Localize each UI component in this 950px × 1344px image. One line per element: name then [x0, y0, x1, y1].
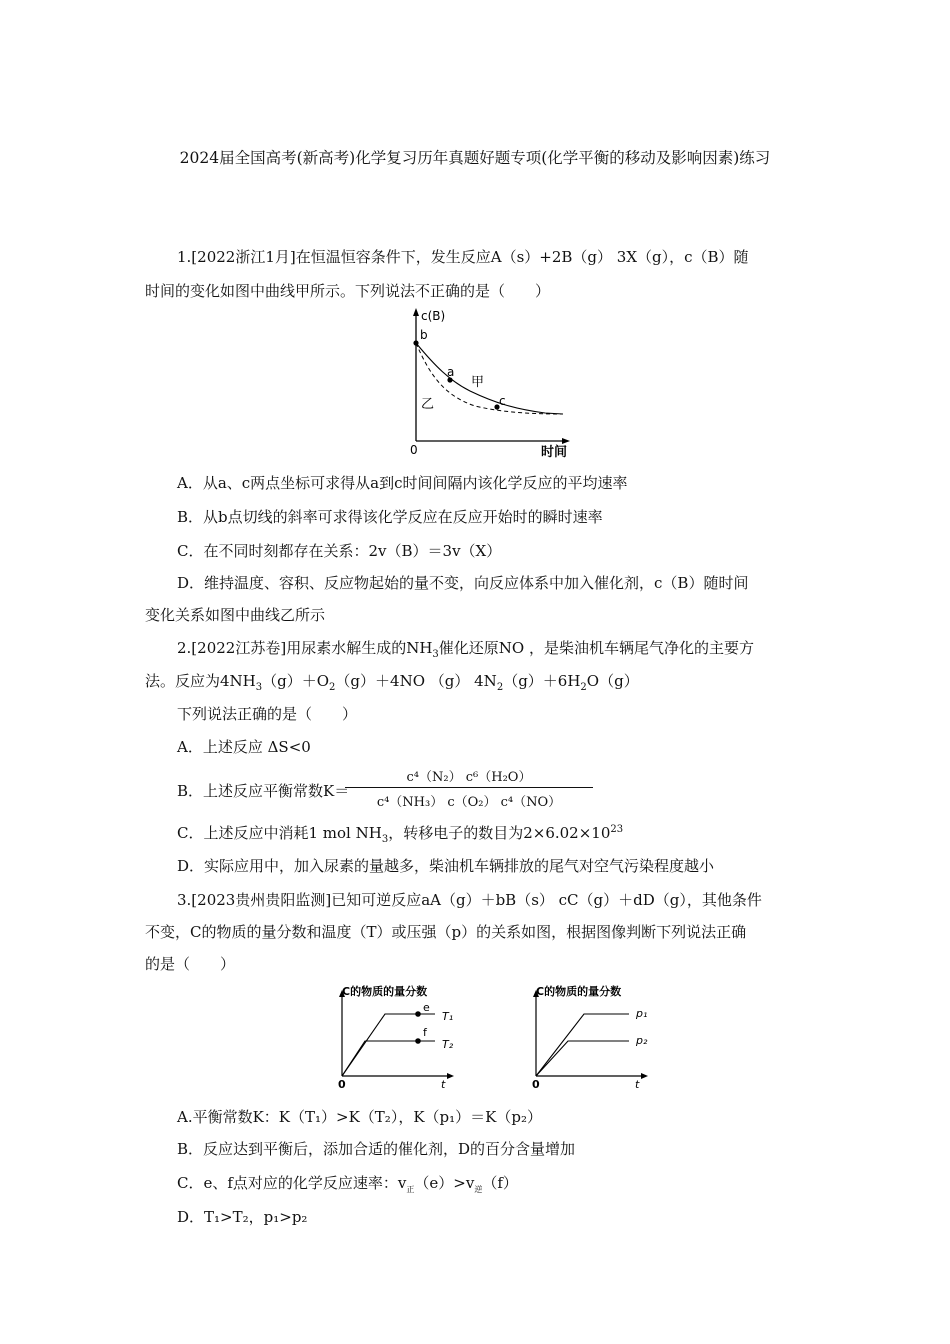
q1-option-a: A．从a、c两点坐标可求得从a到c时间间隔内该化学反应的平均速率 [177, 474, 628, 492]
q2-fraction-numerator: c⁴（N₂） c⁶（H₂O） [406, 770, 532, 785]
q3l-curve-t2 [342, 1041, 435, 1076]
q1-origin: 0 [410, 443, 418, 457]
q3l-curve-t1 [342, 1014, 435, 1076]
q2-fraction-denominator: c⁴（NH₃） c（O₂） c⁴（NO） [376, 795, 562, 810]
q1-option-d-line1: D．维持温度、容积、反应物起始的量不变，向反应体系中加入催化剂，c（B）随时间 [177, 574, 749, 592]
q2-option-c: C．上述反应中消耗1 mol $NH_3$，转移电子的数目为$2\times 6.02\times 10^{23}$ [177, 824, 624, 845]
q1-x-arrow [562, 438, 570, 444]
q1-label-c: c [499, 394, 506, 408]
q1-option-c: C．在不同时刻都存在关系：2v（B）＝3v（X） [177, 542, 502, 560]
q1-y-arrow [413, 308, 419, 316]
q1-option-d-line2: 变化关系如图中曲线乙所示 [145, 606, 326, 624]
q1-xlabel: 时间 [541, 445, 568, 460]
q1-stem-line1: 1.[2022浙江1月]在恒温恒容条件下，发生反应A（s）+2B（g） 3X（g），c（B）随 [177, 248, 749, 266]
q1-stem-line2: 时间的变化如图中曲线甲所示。下列说法不正确的是（ ） [145, 282, 551, 300]
q3-stem-line2: 不变，C的物质的量分数和温度（T）或压强（p）的关系如图，根据图像判断下列说法正确 [145, 923, 747, 941]
q3-stem-line3: 的是（ ） [145, 955, 236, 973]
q2-stem-line2: 法。反应为$4NH_3(g)+O_2(g)+4NO$ （g） $4N_2(g)+6H_2O(g)$ [145, 672, 639, 693]
q1-label-jia: 甲 [471, 375, 485, 390]
q1-label-b: b [420, 328, 428, 342]
q1-label-a: a [447, 365, 455, 379]
q3-option-d: D．T₁>T₂，p₁>p₂ [177, 1208, 308, 1226]
q3-stem-line1: 3.[2023贵州贵阳监测]已知可逆反应aA（g）＋bB（s） cC（g）＋dD（g），其他条件 [177, 891, 762, 909]
q3-figure-temperature [330, 984, 470, 1092]
q2-option-b-prefix: B．上述反应平衡常数K＝ [177, 782, 350, 800]
page-title: 2024届全国高考(新高考)化学复习历年真题好题专项(化学平衡的移动及影响因素)练习 [179, 149, 771, 167]
q3-figure-pressure [524, 984, 664, 1092]
q3-option-c: C．e、f点对应的化学反应速率：$v_正(e)>v_逆(f)$ [177, 1174, 518, 1194]
q3r-curve-p1 [536, 1014, 629, 1076]
q3r-ylabel: C的物质的量分数 [536, 985, 622, 998]
q1-option-b: B．从b点切线的斜率可求得该化学反应在反应开始时的瞬时速率 [177, 508, 603, 526]
q3-option-a: A.平衡常数K：K（T₁）>K（T₂），K（p₁）＝K（p₂） [177, 1108, 542, 1126]
q3-option-b: B．反应达到平衡后，添加合适的催化剂，D的百分含量增加 [177, 1140, 576, 1158]
q3r-origin: 0 [532, 1078, 540, 1091]
q2-stem-line1: 2.[2022江苏卷]用尿素水解生成的$NH_3$催化还原NO ，是柴油机车辆尾气净化的主要方 [177, 639, 754, 660]
q3r-x-arrow [641, 1073, 648, 1079]
q3l-origin: 0 [338, 1078, 346, 1091]
q2-fraction-bar [345, 787, 593, 788]
q3l-point-f [415, 1038, 421, 1044]
q3l-xlabel: t [441, 1078, 446, 1091]
q3r-label-p2: p₂ [636, 1034, 648, 1047]
q3r-xlabel: t [635, 1078, 640, 1091]
q1-curve-yi [416, 343, 563, 414]
q1-ylabel: c(B) [421, 309, 446, 323]
q3l-label-f: f [423, 1026, 427, 1039]
q3l-x-arrow [447, 1073, 454, 1079]
q1-point-b [413, 340, 418, 345]
q1-curve-jia [416, 343, 563, 414]
q1-figure [395, 306, 580, 461]
q3l-point-e [415, 1011, 421, 1017]
q3l-label-e: e [423, 1001, 430, 1014]
q2-option-a: A．上述反应 ΔS<0 [177, 738, 311, 756]
q2-stem-line3: 下列说法正确的是（ ） [177, 705, 358, 723]
q2-option-d: D．实际应用中，加入尿素的量越多，柴油机车辆排放的尾气对空气污染程度越小 [177, 857, 715, 875]
q1-label-yi: 乙 [421, 397, 435, 412]
q3r-label-p1: p₁ [636, 1007, 648, 1020]
q3l-label-t2: T₂ [442, 1038, 454, 1051]
q3l-ylabel: C的物质的量分数 [342, 985, 428, 998]
q3l-label-t1: T₁ [442, 1010, 454, 1023]
